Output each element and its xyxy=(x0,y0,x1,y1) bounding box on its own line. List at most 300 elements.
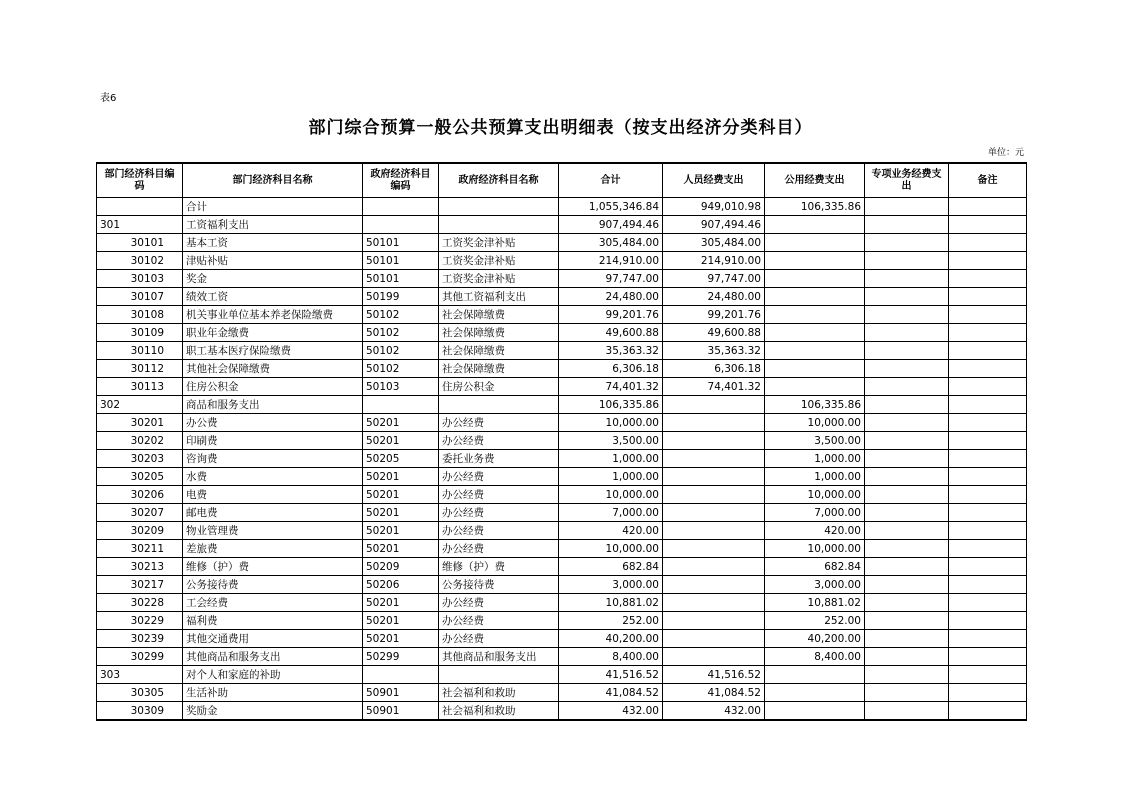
remark-cell xyxy=(949,216,1027,234)
public-cell xyxy=(765,342,865,360)
gov-code-cell: 50299 xyxy=(363,648,439,666)
dept-name-cell: 办公费 xyxy=(183,414,363,432)
total-cell: 3,000.00 xyxy=(559,576,663,594)
special-cell xyxy=(865,630,949,648)
remark-cell xyxy=(949,450,1027,468)
special-cell xyxy=(865,396,949,414)
personnel-cell xyxy=(663,558,765,576)
gov-code-cell: 50201 xyxy=(363,414,439,432)
gov-name-cell: 委托业务费 xyxy=(439,450,559,468)
gov-name-cell: 办公经费 xyxy=(439,612,559,630)
dept-code-cell: 302 xyxy=(97,396,183,414)
total-cell: 74,401.32 xyxy=(559,378,663,396)
total-cell: 214,910.00 xyxy=(559,252,663,270)
gov-name-cell: 办公经费 xyxy=(439,630,559,648)
personnel-cell xyxy=(663,432,765,450)
gov-name-cell: 办公经费 xyxy=(439,432,559,450)
table-header-row xyxy=(97,163,1027,198)
dept-name-cell: 其他商品和服务支出 xyxy=(183,648,363,666)
public-cell xyxy=(765,684,865,702)
dept-code-cell: 30203 xyxy=(97,450,183,468)
total-cell: 7,000.00 xyxy=(559,504,663,522)
gov-name-cell: 维修（护）费 xyxy=(439,558,559,576)
dept-code-cell: 30109 xyxy=(97,324,183,342)
special-cell xyxy=(865,486,949,504)
dept-name-cell: 合计 xyxy=(183,198,363,216)
personnel-cell xyxy=(663,468,765,486)
public-cell: 10,000.00 xyxy=(765,540,865,558)
gov-code-cell: 50901 xyxy=(363,702,439,721)
special-cell xyxy=(865,540,949,558)
public-cell: 8,400.00 xyxy=(765,648,865,666)
special-cell xyxy=(865,576,949,594)
table-row xyxy=(97,396,1027,414)
personnel-cell: 74,401.32 xyxy=(663,378,765,396)
dept-name-cell: 其他交通费用 xyxy=(183,630,363,648)
personnel-cell: 41,084.52 xyxy=(663,684,765,702)
remark-cell xyxy=(949,306,1027,324)
public-cell: 1,000.00 xyxy=(765,450,865,468)
remark-cell xyxy=(949,324,1027,342)
dept-name-cell: 职工基本医疗保险缴费 xyxy=(183,342,363,360)
special-cell xyxy=(865,468,949,486)
remark-cell xyxy=(949,522,1027,540)
gov-name-cell: 办公经费 xyxy=(439,414,559,432)
dept-code-cell: 30107 xyxy=(97,288,183,306)
dept-code-cell: 30207 xyxy=(97,504,183,522)
remark-cell xyxy=(949,486,1027,504)
remark-cell xyxy=(949,198,1027,216)
public-cell: 40,200.00 xyxy=(765,630,865,648)
total-cell: 6,306.18 xyxy=(559,360,663,378)
remark-cell xyxy=(949,234,1027,252)
table-row xyxy=(97,432,1027,450)
special-cell xyxy=(865,252,949,270)
remark-cell xyxy=(949,360,1027,378)
gov-name-cell: 办公经费 xyxy=(439,522,559,540)
total-cell: 305,484.00 xyxy=(559,234,663,252)
public-cell: 7,000.00 xyxy=(765,504,865,522)
total-cell: 35,363.32 xyxy=(559,342,663,360)
total-cell: 252.00 xyxy=(559,612,663,630)
dept-code-cell: 30229 xyxy=(97,612,183,630)
remark-cell xyxy=(949,612,1027,630)
special-cell xyxy=(865,522,949,540)
personnel-cell xyxy=(663,396,765,414)
budget-table xyxy=(96,162,1027,721)
gov-code-cell: 50201 xyxy=(363,432,439,450)
total-cell: 40,200.00 xyxy=(559,630,663,648)
gov-code-cell: 50102 xyxy=(363,342,439,360)
special-cell xyxy=(865,342,949,360)
dept-name-cell: 绩效工资 xyxy=(183,288,363,306)
dept-name-cell: 水费 xyxy=(183,468,363,486)
total-cell: 106,335.86 xyxy=(559,396,663,414)
table-row xyxy=(97,342,1027,360)
personnel-cell xyxy=(663,450,765,468)
total-cell: 41,516.52 xyxy=(559,666,663,684)
total-cell: 420.00 xyxy=(559,522,663,540)
header-dept-name: 部门经济科目名称 xyxy=(183,163,363,198)
total-cell: 8,400.00 xyxy=(559,648,663,666)
personnel-cell: 305,484.00 xyxy=(663,234,765,252)
special-cell xyxy=(865,648,949,666)
header-total: 合计 xyxy=(559,163,663,198)
page-title: 部门综合预算一般公共预算支出明细表（按支出经济分类科目） xyxy=(308,118,813,138)
table-row xyxy=(97,576,1027,594)
special-cell xyxy=(865,270,949,288)
dept-name-cell: 对个人和家庭的补助 xyxy=(183,666,363,684)
personnel-cell xyxy=(663,630,765,648)
personnel-cell: 949,010.98 xyxy=(663,198,765,216)
personnel-cell: 35,363.32 xyxy=(663,342,765,360)
table-row xyxy=(97,594,1027,612)
dept-name-cell: 邮电费 xyxy=(183,504,363,522)
dept-name-cell: 基本工资 xyxy=(183,234,363,252)
total-cell: 99,201.76 xyxy=(559,306,663,324)
personnel-cell xyxy=(663,504,765,522)
gov-name-cell xyxy=(439,666,559,684)
special-cell xyxy=(865,594,949,612)
public-cell xyxy=(765,378,865,396)
dept-code-cell: 30205 xyxy=(97,468,183,486)
special-cell xyxy=(865,378,949,396)
public-cell xyxy=(765,306,865,324)
gov-code-cell: 50201 xyxy=(363,612,439,630)
table-row xyxy=(97,540,1027,558)
total-cell: 10,000.00 xyxy=(559,486,663,504)
personnel-cell: 432.00 xyxy=(663,702,765,721)
personnel-cell: 24,480.00 xyxy=(663,288,765,306)
dept-code-cell: 30309 xyxy=(97,702,183,721)
gov-code-cell: 50201 xyxy=(363,468,439,486)
remark-cell xyxy=(949,684,1027,702)
dept-name-cell: 维修（护）费 xyxy=(183,558,363,576)
dept-name-cell: 咨询费 xyxy=(183,450,363,468)
remark-cell xyxy=(949,432,1027,450)
personnel-cell: 49,600.88 xyxy=(663,324,765,342)
table-row xyxy=(97,270,1027,288)
gov-code-cell: 50901 xyxy=(363,684,439,702)
public-cell xyxy=(765,360,865,378)
remark-cell xyxy=(949,414,1027,432)
gov-code-cell xyxy=(363,198,439,216)
personnel-cell xyxy=(663,648,765,666)
dept-code-cell: 30239 xyxy=(97,630,183,648)
table-number: 表6 xyxy=(100,93,117,104)
table-row xyxy=(97,486,1027,504)
gov-name-cell: 其他工资福利支出 xyxy=(439,288,559,306)
total-cell: 49,600.88 xyxy=(559,324,663,342)
personnel-cell xyxy=(663,540,765,558)
remark-cell xyxy=(949,630,1027,648)
header-dept-code: 部门经济科目编码 xyxy=(97,163,183,198)
dept-name-cell: 机关事业单位基本养老保险缴费 xyxy=(183,306,363,324)
dept-code-cell: 303 xyxy=(97,666,183,684)
dept-name-cell: 津贴补贴 xyxy=(183,252,363,270)
header-public: 公用经费支出 xyxy=(765,163,865,198)
gov-name-cell: 其他商品和服务支出 xyxy=(439,648,559,666)
table-row xyxy=(97,324,1027,342)
personnel-cell: 6,306.18 xyxy=(663,360,765,378)
public-cell: 106,335.86 xyxy=(765,396,865,414)
total-cell: 432.00 xyxy=(559,702,663,721)
total-cell: 97,747.00 xyxy=(559,270,663,288)
special-cell xyxy=(865,306,949,324)
dept-name-cell: 印刷费 xyxy=(183,432,363,450)
public-cell: 252.00 xyxy=(765,612,865,630)
header-remark: 备注 xyxy=(949,163,1027,198)
table-row xyxy=(97,252,1027,270)
dept-name-cell: 奖金 xyxy=(183,270,363,288)
special-cell xyxy=(865,450,949,468)
gov-code-cell xyxy=(363,666,439,684)
remark-cell xyxy=(949,648,1027,666)
gov-code-cell: 50201 xyxy=(363,504,439,522)
personnel-cell xyxy=(663,522,765,540)
header-personnel: 人员经费支出 xyxy=(663,163,765,198)
gov-name-cell: 社会福利和救助 xyxy=(439,684,559,702)
dept-name-cell: 工资福利支出 xyxy=(183,216,363,234)
dept-code-cell: 301 xyxy=(97,216,183,234)
public-cell xyxy=(765,288,865,306)
special-cell xyxy=(865,684,949,702)
gov-code-cell: 50101 xyxy=(363,270,439,288)
gov-code-cell: 50101 xyxy=(363,234,439,252)
personnel-cell xyxy=(663,414,765,432)
dept-name-cell: 职业年金缴费 xyxy=(183,324,363,342)
public-cell: 10,000.00 xyxy=(765,486,865,504)
gov-code-cell: 50201 xyxy=(363,594,439,612)
table-row xyxy=(97,666,1027,684)
gov-name-cell xyxy=(439,396,559,414)
public-cell: 106,335.86 xyxy=(765,198,865,216)
public-cell xyxy=(765,702,865,721)
special-cell xyxy=(865,288,949,306)
special-cell xyxy=(865,198,949,216)
remark-cell xyxy=(949,288,1027,306)
gov-code-cell: 50102 xyxy=(363,306,439,324)
public-cell xyxy=(765,234,865,252)
gov-name-cell: 社会保障缴费 xyxy=(439,342,559,360)
remark-cell xyxy=(949,396,1027,414)
personnel-cell xyxy=(663,612,765,630)
total-cell: 24,480.00 xyxy=(559,288,663,306)
gov-name-cell: 工资奖金津补贴 xyxy=(439,252,559,270)
table-row xyxy=(97,198,1027,216)
gov-code-cell: 50206 xyxy=(363,576,439,594)
dept-name-cell: 商品和服务支出 xyxy=(183,396,363,414)
personnel-cell: 97,747.00 xyxy=(663,270,765,288)
special-cell xyxy=(865,504,949,522)
gov-name-cell: 社会保障缴费 xyxy=(439,324,559,342)
table-row xyxy=(97,288,1027,306)
remark-cell xyxy=(949,576,1027,594)
table-row xyxy=(97,630,1027,648)
dept-code-cell: 30103 xyxy=(97,270,183,288)
remark-cell xyxy=(949,342,1027,360)
table-row xyxy=(97,216,1027,234)
table-row xyxy=(97,558,1027,576)
dept-name-cell: 物业管理费 xyxy=(183,522,363,540)
special-cell xyxy=(865,432,949,450)
table-row xyxy=(97,468,1027,486)
gov-name-cell: 办公经费 xyxy=(439,486,559,504)
header-gov-code: 政府经济科目编码 xyxy=(363,163,439,198)
dept-name-cell: 差旅费 xyxy=(183,540,363,558)
remark-cell xyxy=(949,252,1027,270)
table-row xyxy=(97,612,1027,630)
dept-code-cell: 30228 xyxy=(97,594,183,612)
special-cell xyxy=(865,234,949,252)
remark-cell xyxy=(949,540,1027,558)
table-row xyxy=(97,522,1027,540)
remark-cell xyxy=(949,594,1027,612)
dept-code-cell xyxy=(97,198,183,216)
total-cell: 682.84 xyxy=(559,558,663,576)
gov-name-cell: 社会福利和救助 xyxy=(439,702,559,721)
gov-code-cell: 50102 xyxy=(363,360,439,378)
dept-code-cell: 30102 xyxy=(97,252,183,270)
public-cell xyxy=(765,252,865,270)
table-row xyxy=(97,306,1027,324)
remark-cell xyxy=(949,702,1027,721)
special-cell xyxy=(865,558,949,576)
personnel-cell: 214,910.00 xyxy=(663,252,765,270)
gov-name-cell: 办公经费 xyxy=(439,594,559,612)
special-cell xyxy=(865,702,949,721)
gov-code-cell: 50205 xyxy=(363,450,439,468)
gov-code-cell: 50201 xyxy=(363,630,439,648)
gov-code-cell xyxy=(363,396,439,414)
table-body xyxy=(97,198,1027,721)
personnel-cell xyxy=(663,594,765,612)
dept-name-cell: 福利费 xyxy=(183,612,363,630)
total-cell: 3,500.00 xyxy=(559,432,663,450)
dept-code-cell: 30209 xyxy=(97,522,183,540)
dept-code-cell: 30305 xyxy=(97,684,183,702)
remark-cell xyxy=(949,666,1027,684)
total-cell: 1,000.00 xyxy=(559,450,663,468)
gov-name-cell: 社会保障缴费 xyxy=(439,306,559,324)
public-cell: 3,000.00 xyxy=(765,576,865,594)
gov-name-cell xyxy=(439,198,559,216)
personnel-cell: 41,516.52 xyxy=(663,666,765,684)
table-row xyxy=(97,234,1027,252)
public-cell xyxy=(765,216,865,234)
total-cell: 10,000.00 xyxy=(559,540,663,558)
header-special: 专项业务经费支出 xyxy=(865,163,949,198)
dept-code-cell: 30206 xyxy=(97,486,183,504)
dept-code-cell: 30299 xyxy=(97,648,183,666)
table-row xyxy=(97,702,1027,721)
gov-code-cell: 50102 xyxy=(363,324,439,342)
dept-code-cell: 30112 xyxy=(97,360,183,378)
public-cell xyxy=(765,324,865,342)
dept-code-cell: 30108 xyxy=(97,306,183,324)
unit-label: 单位：元 xyxy=(987,148,1024,158)
dept-name-cell: 公务接待费 xyxy=(183,576,363,594)
special-cell xyxy=(865,612,949,630)
dept-code-cell: 30101 xyxy=(97,234,183,252)
dept-code-cell: 30202 xyxy=(97,432,183,450)
dept-code-cell: 30211 xyxy=(97,540,183,558)
personnel-cell xyxy=(663,486,765,504)
remark-cell xyxy=(949,378,1027,396)
total-cell: 10,881.02 xyxy=(559,594,663,612)
public-cell xyxy=(765,666,865,684)
gov-name-cell: 社会保障缴费 xyxy=(439,360,559,378)
gov-code-cell xyxy=(363,216,439,234)
dept-name-cell: 电费 xyxy=(183,486,363,504)
public-cell: 10,000.00 xyxy=(765,414,865,432)
public-cell: 3,500.00 xyxy=(765,432,865,450)
dept-code-cell: 30113 xyxy=(97,378,183,396)
public-cell: 1,000.00 xyxy=(765,468,865,486)
table-row xyxy=(97,684,1027,702)
public-cell: 10,881.02 xyxy=(765,594,865,612)
gov-code-cell: 50103 xyxy=(363,378,439,396)
special-cell xyxy=(865,216,949,234)
remark-cell xyxy=(949,504,1027,522)
total-cell: 1,055,346.84 xyxy=(559,198,663,216)
gov-name-cell: 办公经费 xyxy=(439,468,559,486)
gov-code-cell: 50201 xyxy=(363,486,439,504)
table-row xyxy=(97,360,1027,378)
table-row xyxy=(97,414,1027,432)
gov-name-cell: 工资奖金津补贴 xyxy=(439,234,559,252)
total-cell: 41,084.52 xyxy=(559,684,663,702)
gov-name-cell xyxy=(439,216,559,234)
remark-cell xyxy=(949,558,1027,576)
table-row xyxy=(97,504,1027,522)
special-cell xyxy=(865,666,949,684)
public-cell: 682.84 xyxy=(765,558,865,576)
dept-code-cell: 30201 xyxy=(97,414,183,432)
gov-code-cell: 50201 xyxy=(363,522,439,540)
gov-code-cell: 50201 xyxy=(363,540,439,558)
dept-code-cell: 30110 xyxy=(97,342,183,360)
public-cell xyxy=(765,270,865,288)
remark-cell xyxy=(949,468,1027,486)
gov-code-cell: 50209 xyxy=(363,558,439,576)
dept-name-cell: 奖励金 xyxy=(183,702,363,721)
gov-name-cell: 办公经费 xyxy=(439,540,559,558)
total-cell: 10,000.00 xyxy=(559,414,663,432)
dept-code-cell: 30217 xyxy=(97,576,183,594)
public-cell: 420.00 xyxy=(765,522,865,540)
dept-name-cell: 其他社会保障缴费 xyxy=(183,360,363,378)
header-gov-name: 政府经济科目名称 xyxy=(439,163,559,198)
special-cell xyxy=(865,324,949,342)
gov-name-cell: 公务接待费 xyxy=(439,576,559,594)
table-row xyxy=(97,450,1027,468)
total-cell: 1,000.00 xyxy=(559,468,663,486)
special-cell xyxy=(865,414,949,432)
dept-name-cell: 生活补助 xyxy=(183,684,363,702)
table-row xyxy=(97,648,1027,666)
gov-code-cell: 50101 xyxy=(363,252,439,270)
dept-name-cell: 住房公积金 xyxy=(183,378,363,396)
gov-name-cell: 住房公积金 xyxy=(439,378,559,396)
table-row xyxy=(97,378,1027,396)
personnel-cell: 907,494.46 xyxy=(663,216,765,234)
special-cell xyxy=(865,360,949,378)
gov-name-cell: 工资奖金津补贴 xyxy=(439,270,559,288)
gov-name-cell: 办公经费 xyxy=(439,504,559,522)
remark-cell xyxy=(949,270,1027,288)
dept-code-cell: 30213 xyxy=(97,558,183,576)
